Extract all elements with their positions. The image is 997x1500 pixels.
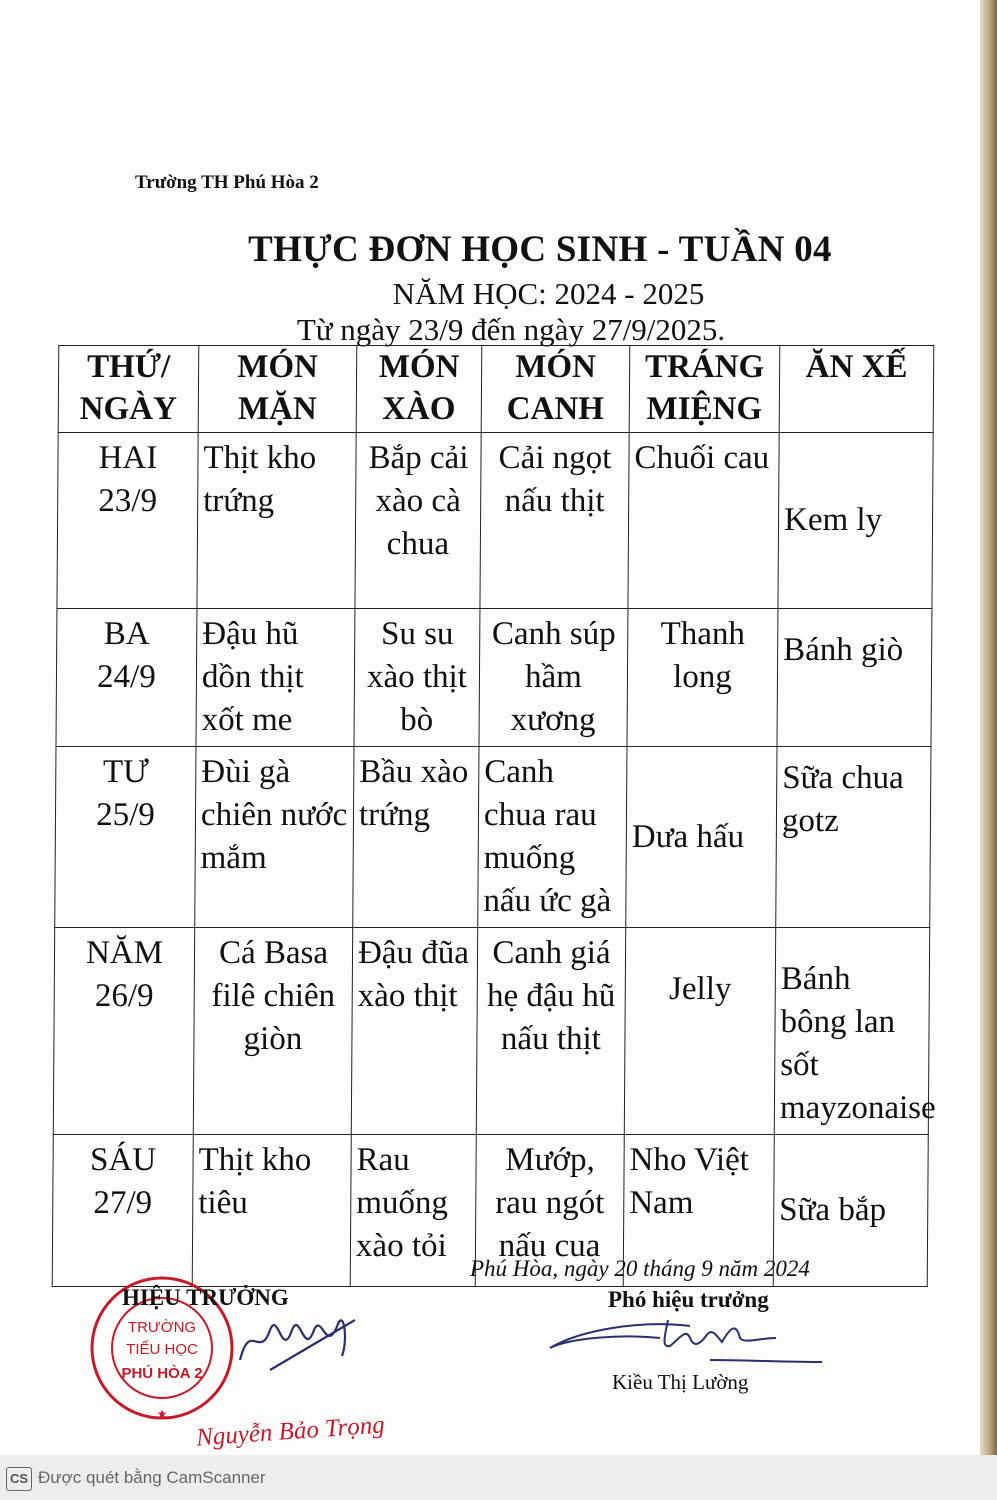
trang-mieng-cell: Thanh long xyxy=(627,609,778,747)
man-cell: Thịt kho tiêu xyxy=(192,1135,351,1287)
header-xao: MÓN XÀO xyxy=(356,346,482,433)
day-cell: TƯ 25/9 xyxy=(55,747,196,928)
canh-cell: Canh giá hẹ đậu hũ nấu thịt xyxy=(476,928,625,1135)
an-xe-cell: Bánh giò xyxy=(777,609,932,747)
man-cell: Đậu hũ dồn thịt xốt me xyxy=(196,609,355,747)
header-canh: MÓN CANH xyxy=(481,346,630,433)
canh-cell: Canh súp hầm xương xyxy=(479,609,628,747)
menu-table xyxy=(52,345,935,1287)
table-row xyxy=(55,747,931,928)
table-row xyxy=(56,609,932,747)
day-cell: SÁU 27/9 xyxy=(52,1135,193,1287)
xao-cell: Đậu đũa xào thịt xyxy=(351,928,477,1135)
trang-mieng-cell: Jelly xyxy=(624,928,775,1135)
table-row xyxy=(53,928,929,1135)
an-xe-cell: Kem ly xyxy=(778,433,933,609)
table-header-row xyxy=(58,346,934,433)
camscanner-label: Được quét bằng CamScanner xyxy=(38,1468,266,1487)
date-range: Từ ngày 23/9 đến ngày 27/9/2025. xyxy=(296,312,726,347)
xao-cell: Su su xào thịt bò xyxy=(354,609,480,747)
canh-cell: Mướp, rau ngót nấu cua xyxy=(475,1135,624,1287)
day-cell: NĂM 26/9 xyxy=(53,928,194,1135)
page-title: THỰC ĐƠN HỌC SINH - TUẦN 04 xyxy=(248,229,832,270)
place-date: Phú Hòa, ngày 20 tháng 9 năm 2024 xyxy=(470,1256,810,1281)
canh-cell: Cải ngọt nấu thịt xyxy=(480,433,629,609)
day-cell: HAI 23/9 xyxy=(57,433,198,609)
principal-title: HIỆU TRƯỞNG xyxy=(122,1285,289,1310)
header-man: MÓN MẶN xyxy=(198,346,357,433)
stamp-line-1: TRƯỜNG xyxy=(127,1319,197,1336)
principal-name: Nguyễn Bảo Trọng xyxy=(195,1411,386,1452)
stamp-line-2: TIỂU HỌC xyxy=(126,1341,198,1358)
header-trang-mieng: TRÁNG MIỆNG xyxy=(629,346,780,433)
day-cell: BA 24/9 xyxy=(56,609,197,747)
an-xe-cell: Bánh bông lan sốt mayzonaise xyxy=(774,928,929,1135)
svg-text:★: ★ xyxy=(156,1407,168,1421)
trang-mieng-cell: Chuối cau xyxy=(628,433,779,609)
header-day: THỨ/ NGÀY xyxy=(58,346,199,433)
vice-principal-name: Kiều Thị Lường xyxy=(612,1370,749,1394)
principal-signature-icon xyxy=(230,1300,370,1380)
canh-cell: Canh chua rau muống nấu ức gà xyxy=(478,747,627,928)
trang-mieng-cell: Nho Việt Nam xyxy=(623,1135,774,1287)
an-xe-cell: Sữa bắp xyxy=(773,1135,928,1287)
xao-cell: Bắp cải xào cà chua xyxy=(355,433,481,609)
school-name: Trường TH Phú Hòa 2 xyxy=(135,172,319,193)
page-edge xyxy=(980,0,997,1455)
school-year: NĂM HỌC: 2024 - 2025 xyxy=(392,276,705,311)
header-an-xe: ĂN XẾ xyxy=(779,346,934,433)
table-row xyxy=(57,433,933,609)
xao-cell: Bầu xào trứng xyxy=(353,747,479,928)
man-cell: Đùi gà chiên nước mắm xyxy=(195,747,354,928)
trang-mieng-cell: Dưa hấu xyxy=(626,747,777,928)
vice-principal-title: Phó hiệu trưởng xyxy=(608,1287,769,1312)
man-cell: Thịt kho trứng xyxy=(197,433,356,609)
camscanner-logo-icon: CS xyxy=(6,1467,32,1491)
xao-cell: Rau muống xào tỏi xyxy=(350,1135,476,1287)
man-cell: Cá Basa filê chiên giòn xyxy=(193,928,352,1135)
an-xe-cell: Sữa chua gotz xyxy=(776,747,931,928)
stamp-line-3: PHÚ HÒA 2 xyxy=(121,1365,203,1382)
vice-signature-icon xyxy=(540,1308,830,1378)
